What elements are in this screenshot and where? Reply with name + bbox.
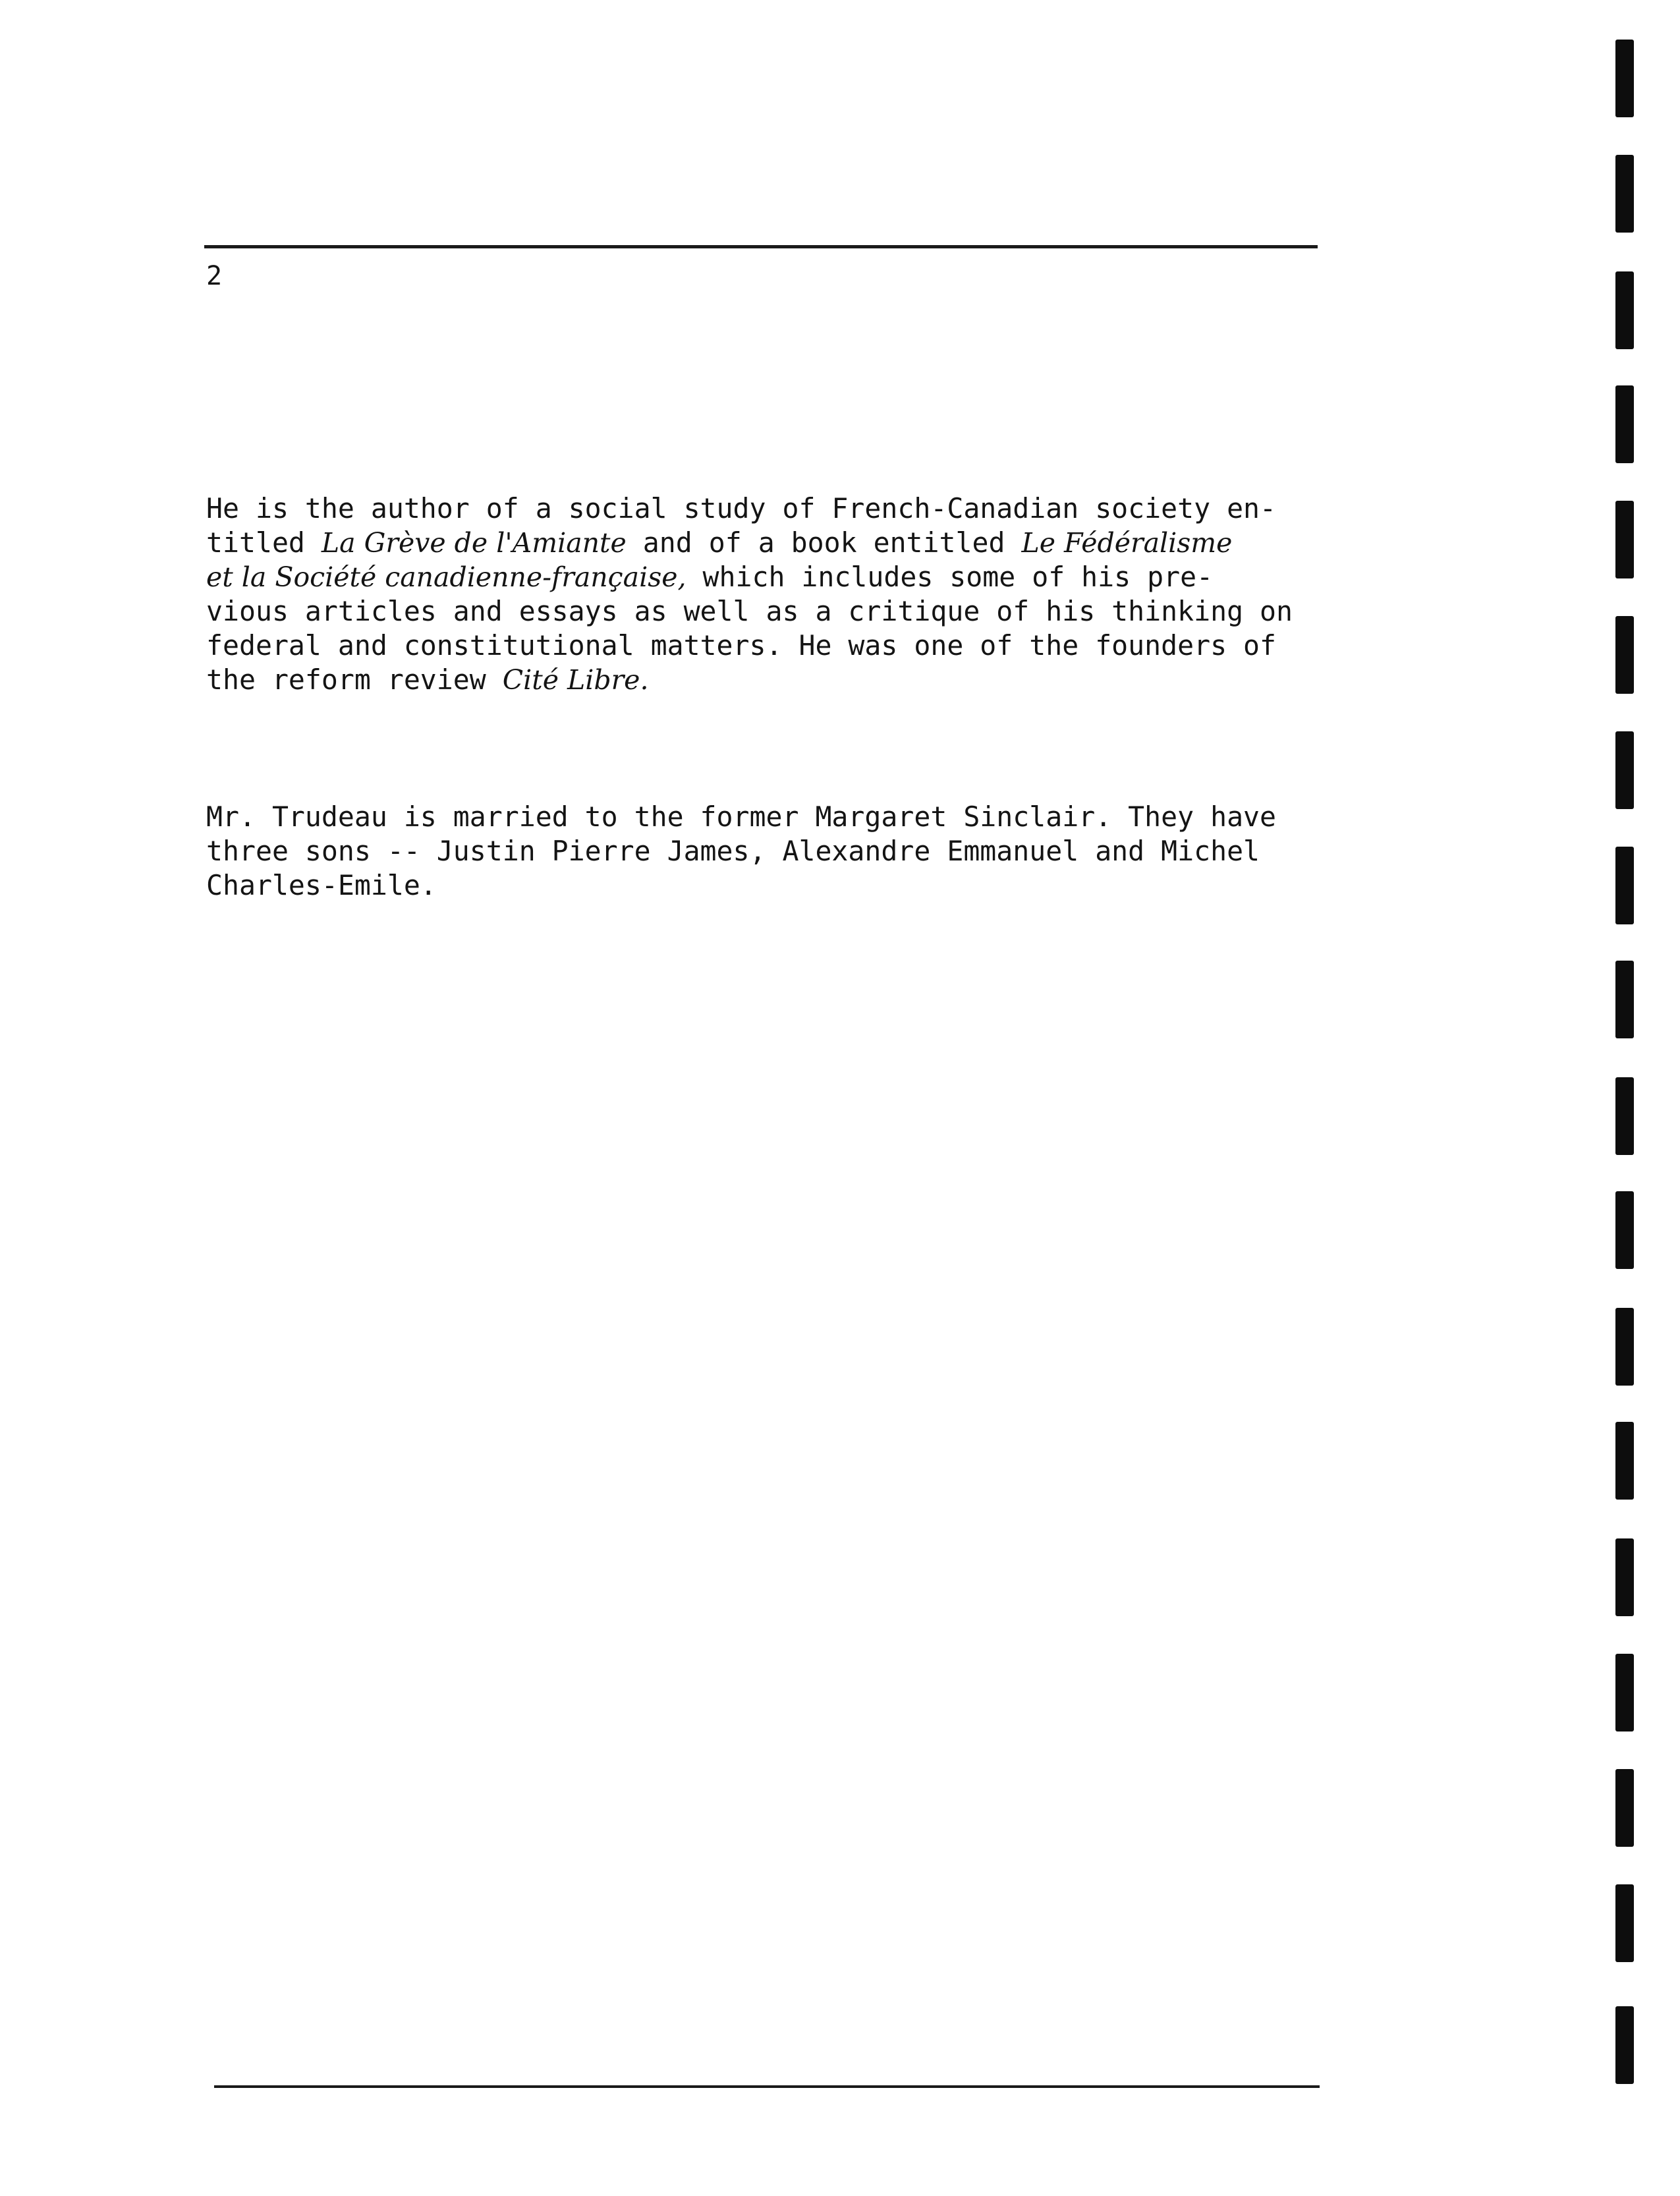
body-text bbox=[206, 423, 1326, 971]
text-line bbox=[206, 561, 1213, 593]
text-run: three sons -- Justin Pierre James, Alexandre Emmanuel and Michel bbox=[206, 835, 1260, 867]
binding-mark bbox=[1615, 961, 1634, 1038]
footer-rule bbox=[214, 2085, 1320, 2088]
binding-mark bbox=[1615, 616, 1634, 694]
text-run: He is the author of a social study of French-Canadian society en- bbox=[206, 492, 1277, 524]
text-line bbox=[206, 835, 1260, 867]
text-line bbox=[206, 629, 1276, 662]
text-run: federal and constitutional matters. He was one of the founders of bbox=[206, 629, 1277, 662]
text-run: and of a book entitled bbox=[626, 526, 1022, 559]
binding-mark bbox=[1615, 1884, 1634, 1962]
text-run: Mr. Trudeau is married to the former Margaret Sinclair. They have bbox=[206, 801, 1277, 833]
header-rule bbox=[204, 245, 1318, 248]
text-line bbox=[206, 492, 1276, 524]
binding-mark bbox=[1615, 847, 1634, 924]
text-line bbox=[206, 595, 1293, 627]
italic-title: Cité Libre. bbox=[502, 664, 649, 696]
binding-mark bbox=[1615, 271, 1634, 349]
binding-mark bbox=[1615, 501, 1634, 578]
binding-mark bbox=[1615, 1654, 1634, 1731]
binding-mark bbox=[1615, 385, 1634, 463]
page-number: 2 bbox=[206, 261, 223, 291]
binding-mark bbox=[1615, 1077, 1634, 1155]
italic-title: et la Société canadienne-française, bbox=[206, 561, 686, 593]
paragraph-family bbox=[206, 800, 1326, 903]
binding-mark bbox=[1615, 1422, 1634, 1500]
binding-mark bbox=[1615, 1308, 1634, 1386]
text-line bbox=[206, 663, 648, 696]
italic-title: Le Fédéralisme bbox=[1021, 527, 1233, 559]
text-run: titled bbox=[206, 526, 322, 559]
binding-mark bbox=[1615, 40, 1634, 117]
binding-mark bbox=[1615, 731, 1634, 809]
binding-mark bbox=[1615, 1769, 1634, 1847]
binding-marks bbox=[1615, 0, 1635, 2196]
text-line bbox=[206, 869, 437, 901]
binding-mark bbox=[1615, 1538, 1634, 1616]
text-line bbox=[206, 526, 1232, 559]
text-line bbox=[206, 801, 1276, 833]
binding-mark bbox=[1615, 155, 1634, 233]
binding-mark bbox=[1615, 1191, 1634, 1269]
italic-title: La Grève de l'Amiante bbox=[321, 527, 627, 559]
text-run: Charles-Emile. bbox=[206, 869, 437, 901]
paragraph-author bbox=[206, 492, 1326, 697]
text-run: vious articles and essays as well as a critique of his thinking on bbox=[206, 595, 1293, 627]
binding-mark bbox=[1615, 2006, 1634, 2084]
text-run: the reform review bbox=[206, 663, 503, 696]
text-run: which includes some of his pre- bbox=[686, 561, 1214, 593]
